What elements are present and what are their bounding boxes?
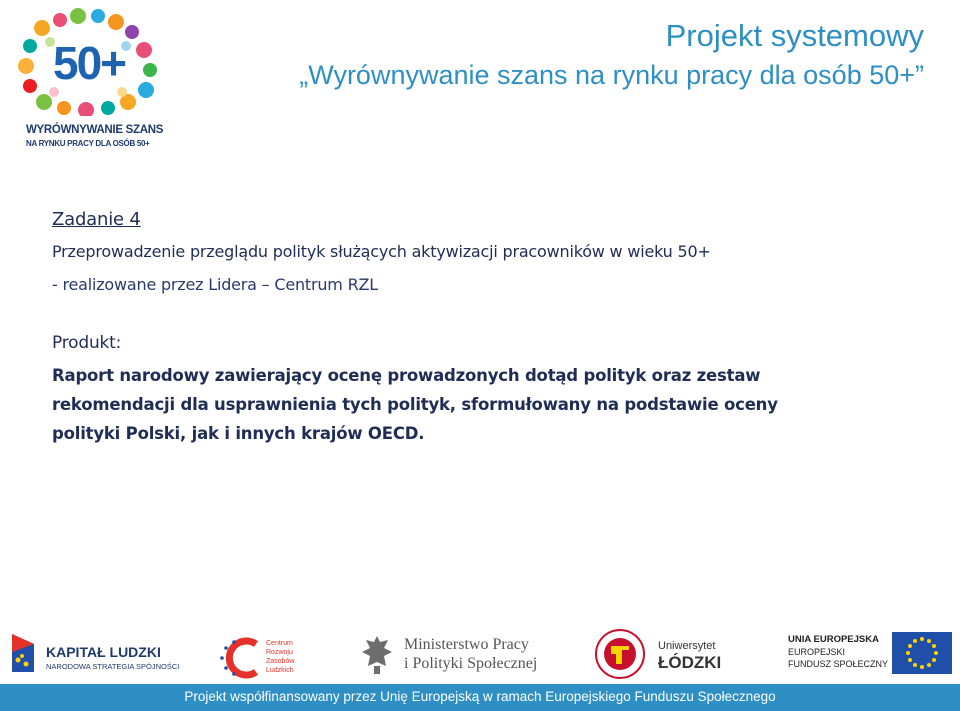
kapital-ludzki-subtitle: NARODOWA STRATEGIA SPÓJNOŚCI [46,662,180,671]
crzl-line-4: Ludzkich [266,667,294,674]
page-subtitle: „Wyrównywanie szans na rynku pracy dla osób 50+” [299,60,924,90]
polish-eagle-icon [358,632,396,676]
product-description-line1: Raport narodowy zawierający ocenę prowadzonych dotąd polityk oraz zestaw [52,366,761,385]
crzl-line-2: Rozwoju [266,649,293,656]
university-line-2: ŁÓDZKI [658,653,722,672]
logo-number: 50+ [52,37,126,89]
product-description-line2: rekomendacji dla usprawnienia tych polityk, sformułowany na podstawie oceny [52,395,778,414]
page-title: Projekt systemowy [665,18,924,53]
crzl-logo [218,636,318,680]
task-heading: Zadanie 4 [52,209,141,230]
crzl-line-1: Centrum [266,640,293,647]
university-line-1: Uniwersytet [658,640,716,652]
ministry-logo [358,632,538,678]
logo-caption-2: NA RYNKU PRACY DLA OSÓB 50+ [26,139,150,148]
kapital-ludzki-logo [8,628,180,678]
logo-caption-1: WYRÓWNYWANIE SZANS [26,124,164,136]
university-seal-icon [594,628,646,680]
footer-bar [0,684,960,711]
task-description-line2: - realizowane przez Lidera – Centrum RZL [52,275,378,294]
ministry-line-2: i Polityki Społecznej [404,655,538,672]
eu-line-1: UNIA EUROPEJSKA [788,634,879,645]
eu-line-2: EUROPEJSKI [788,647,846,657]
kapital-ludzki-title: KAPITAŁ LUDZKI [46,644,161,660]
eu-line-3: FUNDUSZ SPOŁECZNY [788,659,889,669]
crzl-emblem-icon [218,636,264,680]
footer-text: Projekt współfinansowany przez Unię Europejską w ramach Europejskiego Funduszu Społecznego [184,689,776,704]
product-description-line3: polityki Polski, jak i innych krajów OECD. [52,424,425,443]
project-logo [14,6,164,151]
ministry-line-1: Ministerstwo Pracy [404,636,529,653]
university-logo [594,628,724,680]
task-description-line1: Przeprowadzenie przeglądu polityk służących aktywizacji pracowników w wieku 50+ [52,242,711,261]
kapital-ludzki-emblem-icon [8,630,38,676]
product-label: Produkt: [52,333,122,353]
eu-logo [788,632,954,676]
eu-flag-icon [892,632,952,674]
crzl-line-3: Zasobów [266,658,295,665]
